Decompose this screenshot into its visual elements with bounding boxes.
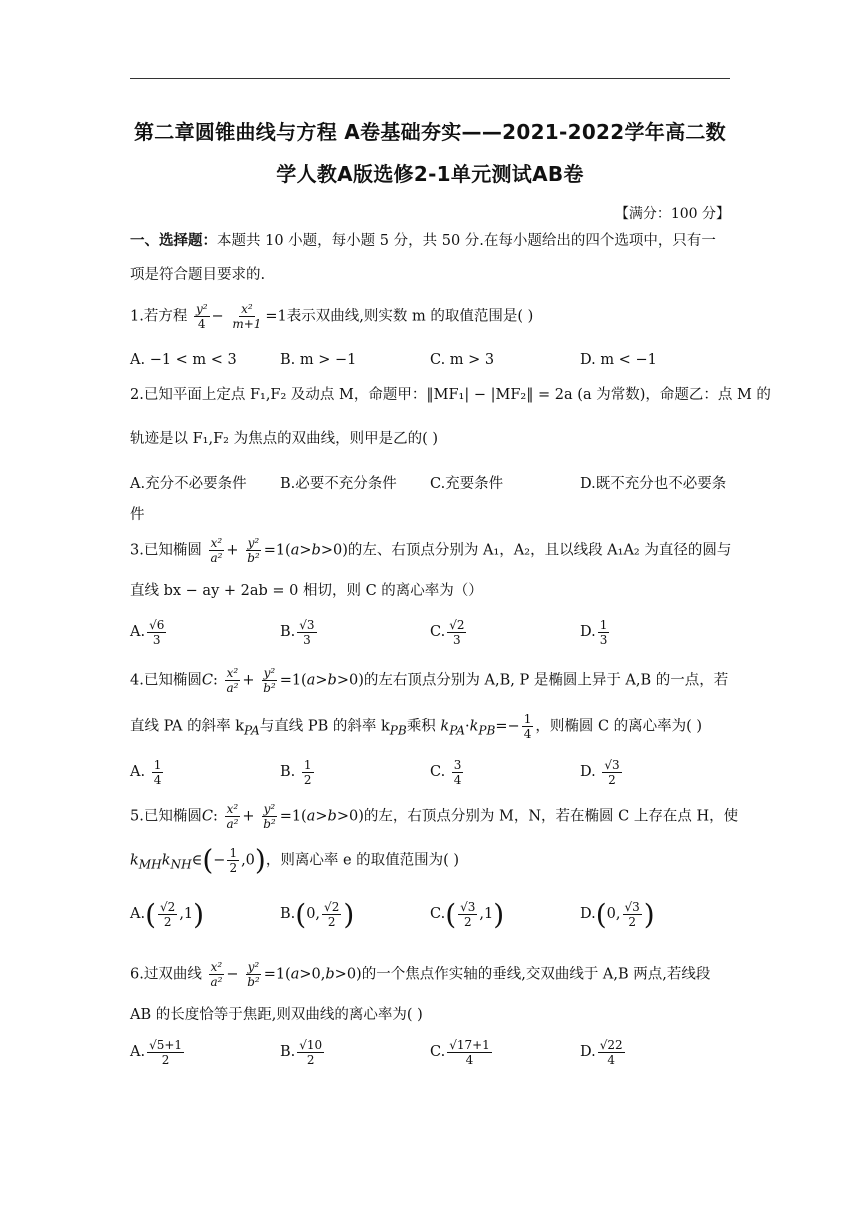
q5-option-a[interactable]: A. ( $\frac{√2}{2}$ ,1 ) [130, 897, 205, 931]
question-6-line2: AB 的长度恰等于焦距,则双曲线的离心率为( ) [130, 1007, 423, 1023]
q4-option-a[interactable]: A. $\frac{1}{4}$ [130, 757, 162, 787]
question-4-line2: 直线 PA 的斜率 $k_{PA}$与直线 PB 的斜率 $k_{PB}$乘积 $k_{PA}\cdot k_{PB}=-$ $\frac{1}{4}$ ，则椭圆 C 的离心率为( ) [130, 712, 703, 741]
question-1: 1.若方程 $\frac{\text{y²}}{4}$ − $\frac{\text{x²}}{m+1}$ =1表示双曲线,则实数 m 的取值范围是( ) [130, 302, 534, 331]
section-instruction [130, 230, 730, 252]
q1-fraction-y: $\frac{\text{y²}}{4}$ [195, 302, 208, 331]
question-4-line1: 4.已知椭圆C: $\frac{\text{x²}}{\text{a²}}$ + $\frac{\text{y²}}{\text{b²}}$ =1(a>b>0)的左右顶点分别为 A,B, P 是椭圆上异于 A,B 的一点，若 [130, 666, 729, 695]
q1-option-c[interactable]: C. m > 3 [430, 352, 495, 368]
q1-fraction-x: $\frac{\text{x²}}{m+1}$ [232, 302, 262, 331]
q1-option-a[interactable]: A. −1 < m < 3 [130, 352, 237, 368]
question-3-line2: 直线 bx − ay + 2ab = 0 相切，则 C 的离心率为（） [130, 583, 483, 599]
q1-option-d[interactable]: D. m < −1 [580, 352, 657, 368]
score-note: 【满分：100 分】 [614, 206, 730, 222]
q4-option-b[interactable]: B. $\frac{1}{2}$ [280, 757, 312, 787]
q5-option-d[interactable]: D. ( 0, $\frac{√3}{2}$ ) [580, 897, 655, 931]
q4-option-c[interactable]: C. $\frac{3}{4}$ [430, 757, 462, 787]
question-3-line1: 3.已知椭圆 $\frac{\text{x²}}{\text{a²}}$ + $\frac{\text{y²}}{\text{b²}}$ =1(a>b>0)的左、右顶点分别为 A₁，A₂，且以线段 A₁A₂ 为直径的圆与 [130, 536, 732, 565]
section-instruction-1: 本题共 10 小题，每小题 5 分，共 50 分.在每小题给出的四个选项中，只有一 [217, 233, 716, 249]
question-2-line1: 2.已知平面上定点 F₁,F₂ 及动点 M，命题甲：‖MF₁| − |MF₂‖ = 2a (a 为常数)，命题乙：点 M 的 [130, 387, 771, 403]
question-6-line1: 6.过双曲线 $\frac{\text{x²}}{\text{a²}}$ − $\frac{\text{y²}}{\text{b²}}$ =1(a>0,b>0)的一个焦点作实轴的垂线,交双曲线于 A,B 两点,若线段 [130, 960, 711, 989]
section-instruction-2: 项是符合题目要求的. [130, 267, 266, 283]
q1-text-b: 表示双曲线,则实数 m 的取值范围是( ) [286, 308, 534, 325]
doc-title-line2: 学人教A版选修2-1单元测试AB卷 [276, 162, 584, 186]
q4-options [130, 754, 730, 790]
q1-option-b[interactable]: B. m > −1 [280, 352, 357, 368]
q2-option-d-wrap: 件 [130, 507, 145, 523]
q5-options [130, 896, 730, 932]
q1-options [130, 342, 730, 378]
q3-option-a[interactable]: A. $\frac{√6}{3}$ [130, 617, 165, 647]
doc-title-line1: 第二章圆锥曲线与方程 A卷基础夯实——2021-2022学年高二数 [134, 120, 726, 144]
q2-option-d[interactable]: D.既不充分也不必要条 [580, 475, 727, 492]
question-2-line2: 轨迹是以 F₁,F₂ 为焦点的双曲线，则甲是乙的( ) [130, 431, 438, 447]
section-label: 一、选择题： [130, 232, 217, 249]
q5-option-c[interactable]: C. ( $\frac{√3}{2}$ ,1 ) [430, 897, 505, 931]
q2-option-b[interactable]: B.必要不充分条件 [280, 475, 397, 492]
q3-option-b[interactable]: B. $\frac{√3}{3}$ [280, 617, 315, 647]
q4-option-d[interactable]: D. $\frac{√3}{2}$ [580, 757, 620, 787]
q6-option-a[interactable]: A. $\frac{√5+1}{2}$ [130, 1037, 183, 1067]
q3-option-c[interactable]: C. $\frac{√2}{3}$ [430, 617, 465, 647]
q2-options [130, 464, 730, 500]
q6-option-d[interactable]: D. $\frac{√22}{4}$ [580, 1037, 623, 1067]
q3-frac-y: $\frac{\text{y²}}{\text{b²}}$ [247, 536, 260, 565]
q1-text-a: 1.若方程 [130, 308, 188, 325]
q3-option-d[interactable]: D. $\frac{1}{3}$ [580, 617, 608, 647]
q3-frac-x: $\frac{\text{x²}}{\text{a²}}$ [210, 536, 223, 565]
q3-text-a: 3.已知椭圆 [130, 542, 202, 559]
q6-option-c[interactable]: C. $\frac{√17+1}{4}$ [430, 1037, 490, 1067]
question-5-line2: $k_{MH}k_{NH}\in(-$ $\frac{1}{2}$ ,0)，则离心率 e 的取值范围为( ) [130, 843, 460, 877]
q2-option-c[interactable]: C.充要条件 [430, 475, 504, 492]
q2-option-a[interactable]: A.充分不必要条件 [130, 475, 247, 492]
header-rule [130, 78, 730, 79]
q3-options [130, 614, 730, 650]
question-5-line1: 5.已知椭圆C: $\frac{\text{x²}}{\text{a²}}$ + $\frac{\text{y²}}{\text{b²}}$ =1(a>b>0)的左，右顶点分别为 M，N，若在椭圆 C 上存在点 H，使 [130, 802, 739, 831]
q5-option-b[interactable]: B. ( 0, $\frac{√2}{2}$ ) [280, 897, 355, 931]
q6-options [130, 1034, 730, 1070]
q3-text-b: 的左、右顶点分别为 A₁，A₂，且以线段 A₁A₂ 为直径的圆与 [347, 542, 732, 559]
q6-option-b[interactable]: B. $\frac{√10}{2}$ [280, 1037, 323, 1067]
